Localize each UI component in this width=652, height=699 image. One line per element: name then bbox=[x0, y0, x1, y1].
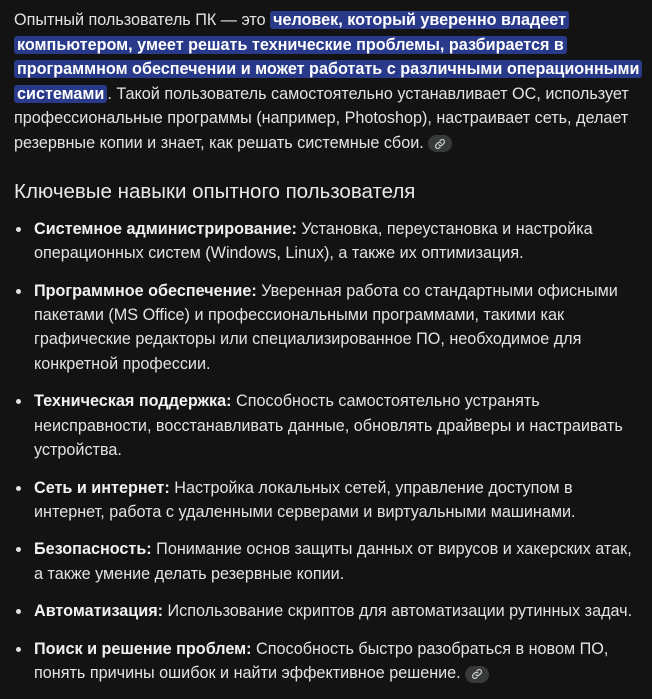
skill-text: Понимание основ защиты данных от вирусов и хакерских атак, а также умение делать резервные копии. bbox=[34, 540, 632, 583]
highlighted-selection[interactable]: человек, который уверенно владеет компьютером, умеет решать технические проблемы, разбирается в программном обеспечении и может работать с различными операционными системами bbox=[14, 11, 642, 103]
source-link-button[interactable] bbox=[428, 135, 452, 152]
skill-text: Уверенная работа со стандартными офисными пакетами (MS Office) и профессиональными программами, такими как графические редакторы или специализированное ПО, необходимое для конкретной профессии. bbox=[34, 281, 618, 373]
skill-title: Автоматизация: bbox=[34, 602, 164, 621]
skill-text: Способность быстро разобраться в новом ПО, понять причины ошибок и найти эффективное решение. bbox=[34, 639, 609, 683]
list-item bbox=[14, 476, 644, 525]
bullet-icon bbox=[16, 609, 21, 614]
list-item bbox=[14, 637, 644, 686]
list-item bbox=[14, 599, 644, 623]
link-icon bbox=[471, 668, 483, 680]
skill-text: Использование скриптов для автоматизации рутинных задач. bbox=[163, 602, 633, 621]
bullet-icon bbox=[16, 289, 21, 294]
list-item bbox=[14, 217, 644, 266]
skill-title: Сеть и интернет: bbox=[34, 478, 170, 497]
list-item bbox=[14, 389, 644, 462]
list-item bbox=[14, 537, 644, 586]
list-item bbox=[14, 279, 644, 376]
skill-title: Системное администрирование: bbox=[34, 220, 297, 238]
skill-text: Способность самостоятельно устранять неисправности, восстанавливать данные, обновлять драйверы и настраивать устройства. bbox=[34, 392, 623, 459]
skills-list bbox=[14, 217, 644, 686]
bullet-icon bbox=[16, 399, 21, 404]
bullet-icon bbox=[16, 486, 21, 491]
skill-title: Поиск и решение проблем: bbox=[34, 639, 252, 658]
link-icon bbox=[434, 138, 446, 150]
skill-title: Техническая поддержка: bbox=[34, 392, 232, 411]
skill-title: Безопасность: bbox=[34, 540, 152, 559]
skill-text: Настройка локальных сетей, управление доступом в интернет, работа с удаленными серверами и виртуальными машинами. bbox=[34, 478, 576, 521]
bullet-icon bbox=[16, 547, 21, 552]
intro-rest: . Такой пользователь самостоятельно устанавливает ОС, использует профессиональные программы (например, Photoshop), настраивает сеть, делает резервные копии и знает, как решать системные сбои. bbox=[14, 84, 629, 152]
intro-lead: Опытный пользователь ПК — это bbox=[14, 11, 271, 29]
bullet-icon bbox=[16, 227, 21, 232]
bullet-icon bbox=[16, 647, 21, 652]
source-link-button[interactable] bbox=[465, 666, 489, 683]
response-content bbox=[14, 8, 644, 699]
section-heading: Ключевые навыки опытного пользователя bbox=[14, 180, 416, 203]
skill-title: Программное обеспечение: bbox=[34, 281, 257, 300]
intro-paragraph bbox=[14, 8, 644, 155]
skill-text: Установка, переустановка и настройка операционных систем (Windows, Linux), а также их оптимизация. bbox=[34, 220, 593, 263]
